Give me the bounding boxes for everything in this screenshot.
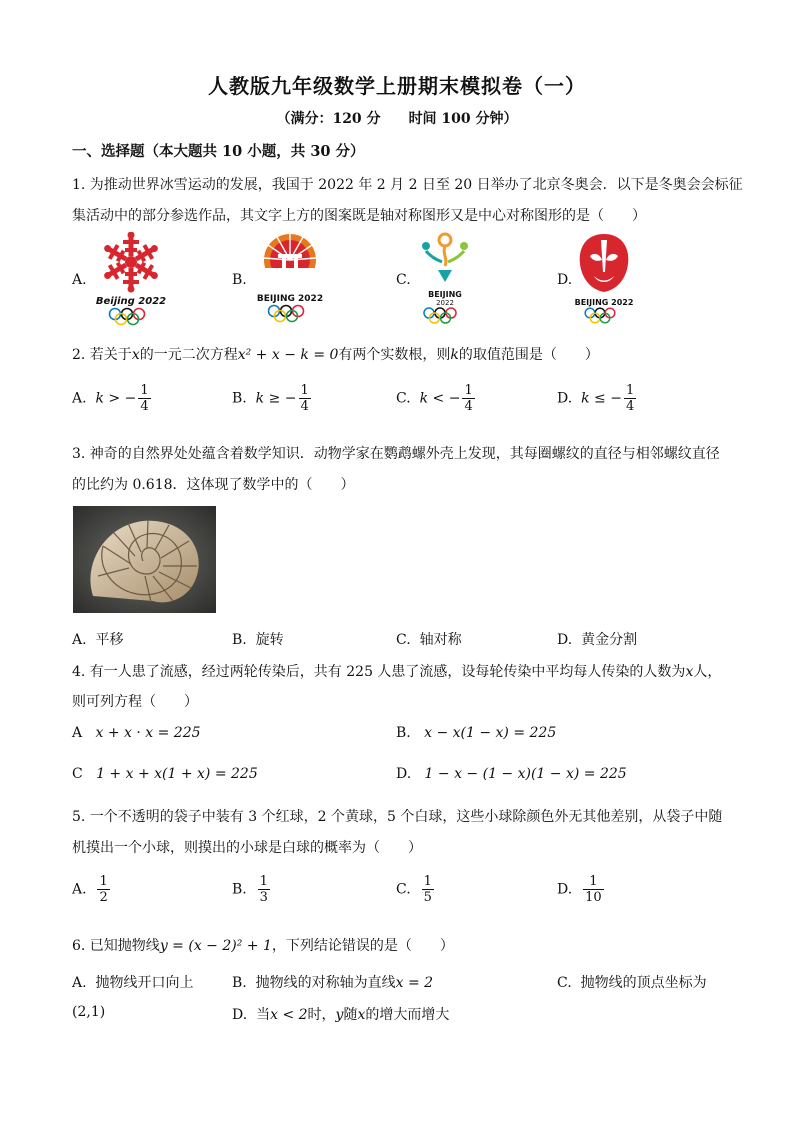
q6-equation: y = (x − 2)² + 1 [159,938,272,954]
q3-option-c: C. 轴对称 [396,632,462,648]
time-info: 时间 100 分钟） [408,111,518,127]
olympic-rings-icon [88,307,174,327]
olympic-rings-icon [412,307,478,325]
q1-option-c-label: C. [396,272,411,288]
q5-option-d: D. $\frac{1}{10}$ [557,874,602,905]
score-info: （满分：120 分 [276,111,381,127]
q5-line1: 5. 一个不透明的袋子中装有 3 个红球，2 个黄球，5 个白球，这些小球除颜色外无其他差别，从袋子中随 [72,809,723,825]
snowflake-emblem-icon [88,232,174,294]
logo-c [412,232,478,324]
q1-option-a-label: A. [72,272,87,288]
q3-option-a: A. 平移 [72,632,124,648]
logo-a [88,232,174,324]
q1-line2: 集活动中的部分参选作品，其文字上方的图案既是轴对称图形又是中心对称图形的是（ ） [72,208,646,224]
q4-line2: 则可列方程（ ） [72,694,198,710]
logo-b [250,232,330,324]
q3-option-d: D. 黄金分割 [557,632,638,648]
logo-b-caption: BEIJING 2022 [256,294,324,304]
q6-option-a: A. 抛物线开口向上 [72,975,194,991]
logo-d [574,232,634,324]
q6-option-c-cont: (2,1) [72,1004,106,1020]
q3-option-b: B. 旋转 [232,632,284,648]
q2-option-a: A. k > − $\frac{1}{4}$ [72,383,149,414]
opera-mask-emblem-icon [574,232,634,294]
logo-a-caption: Beijing 2022 [95,296,167,307]
olympic-rings-icon [574,307,634,325]
sun-rays-emblem-icon [250,232,330,290]
olympic-rings-icon [250,304,330,324]
q6-option-d: D. 当x < 2时，y随x的增大而增大 [232,1007,450,1023]
q5-option-a: A. $\frac{1}{2}$ [72,874,108,905]
q5-option-c: C. $\frac{1}{5}$ [396,874,432,905]
q6-stem: 6. 已知抛物线y = (x − 2)² + 1，下列结论错误的是（ ） [72,938,454,954]
logo-c-caption: BEIJING [428,290,462,299]
q2-stem: 2. 若关于x的一元二次方程x² + x − k = 0有两个实数根，则k的取值范围是（ ） [72,347,599,363]
page-title: 人教版九年级数学上册期末模拟卷（一） [208,74,586,98]
q4-option-a: A x + x · x = 225 [72,725,201,741]
q2-option-d: D. k ≤ − $\frac{1}{4}$ [557,383,635,414]
q6-option-b: B. 抛物线的对称轴为直线x = 2 [232,975,434,991]
q2-option-b: B. k ≥ − $\frac{1}{4}$ [232,383,309,414]
q3-line2: 的比约为 0.618．这体现了数学中的（ ） [72,477,355,493]
nautilus-shell-image [73,506,216,613]
q5-line2: 机摸出一个小球，则摸出的小球是白球的概率为（ ） [72,840,422,856]
q3-line1: 3. 神奇的自然界处处蕴含着数学知识．动物学家在鹦鹉螺外壳上发现，其每圈螺纹的直径与相邻螺纹直径 [72,446,720,462]
q5-option-b: B. $\frac{1}{3}$ [232,874,268,905]
q4-option-c: C 1 + x + x(1 + x) = 225 [72,766,258,782]
logo-d-caption: BEIJING 2022 [574,298,634,307]
section-heading: 一、选择题（本大题共 10 小题，共 30 分） [72,143,365,160]
q4-line1: 4. 有一人患了流感，经过两轮传染后，共有 225 人患了流感，设每轮传染中平均每人传染的人数为x人， [72,664,722,680]
logo-c-year: 2022 [436,299,454,307]
q1-option-d-label: D. [557,272,573,288]
q1-option-b-label: B. [232,272,247,288]
q2-option-c: C. k < − $\frac{1}{4}$ [396,383,473,414]
q6-option-c: C. 抛物线的顶点坐标为 [557,975,707,991]
q4-option-b: B. x − x(1 − x) = 225 [396,725,557,741]
exam-info [0,108,794,128]
q1-line1: 1. 为推动世界冰雪运动的发展，我国于 2022 年 2 月 2 日至 20 日举办了北京冬奥会．以下是冬奥会会标征 [72,177,743,193]
athletes-emblem-icon [412,232,478,286]
q4-option-d: D. 1 − x − (1 − x)(1 − x) = 225 [396,766,627,782]
q2-equation: x² + x − k = 0 [237,347,339,363]
